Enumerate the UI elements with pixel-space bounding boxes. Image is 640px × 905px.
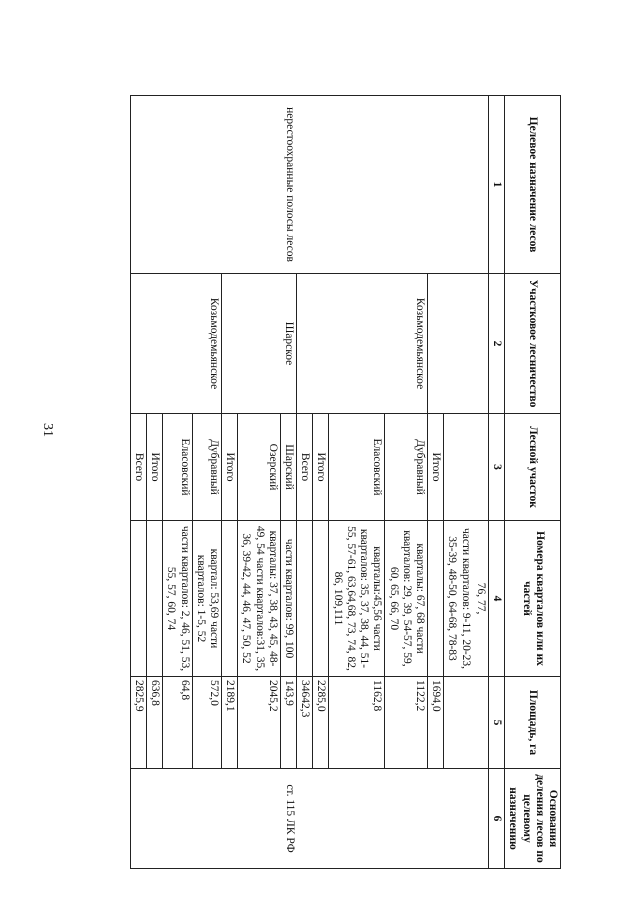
plot-cell: Итого	[313, 414, 329, 521]
quarters-cell: части кварталов: 2, 46, 51, 53, 55, 57, 60, 74	[163, 521, 192, 677]
table-number-row	[488, 96, 504, 869]
empty-cell	[221, 274, 237, 414]
table-row	[163, 96, 192, 869]
empty-cell	[238, 769, 281, 869]
header-quarters: Номера кварталов или их частей	[505, 521, 561, 677]
empty-cell	[313, 274, 329, 414]
plot-cell: Итого	[221, 414, 237, 521]
quarters-cell: квартал: 53,69 части кварталов: 1-5, 52	[192, 521, 221, 677]
table-row	[313, 96, 329, 869]
header-plot: Лесной участок	[505, 414, 561, 521]
empty-cell	[444, 274, 473, 414]
forestry-cell: Шарское	[280, 274, 296, 414]
area-cell: 2825,9	[130, 677, 146, 769]
header-forestry: Участковое лесничество	[505, 274, 561, 414]
empty-cell	[473, 769, 489, 869]
table-row	[297, 96, 313, 869]
table-row	[329, 96, 385, 869]
area-cell: 1694,0	[428, 677, 444, 769]
plot-cell: Дубравный	[192, 414, 221, 521]
table-row	[221, 96, 237, 869]
empty-cell	[385, 96, 428, 274]
table-row	[146, 96, 162, 869]
plot-cell: Всего	[130, 414, 146, 521]
column-number: 6	[488, 769, 504, 869]
plot-cell: Всего	[297, 414, 313, 521]
plot-cell: Еласовский	[163, 414, 192, 521]
table-row	[473, 96, 489, 869]
column-number: 4	[488, 521, 504, 677]
empty-cell	[130, 769, 146, 869]
purpose-cell: нерестоохранные полосы лесов	[280, 96, 296, 274]
quarters-cell: части кварталов: 9-11, 20-23, 35-39, 48-50, 64-68, 78-83	[444, 521, 473, 677]
forest-purpose-table	[130, 95, 561, 869]
plot-cell: Итого	[428, 414, 444, 521]
empty-cell	[163, 96, 192, 274]
area-cell: 2189,1	[221, 677, 237, 769]
plot-cell: Еласовский	[329, 414, 385, 521]
table-row	[192, 96, 221, 869]
plot-cell: Дубравный	[385, 414, 428, 521]
table-row	[428, 96, 444, 869]
empty-cell	[146, 96, 162, 274]
empty-cell	[221, 96, 237, 274]
empty-cell	[297, 274, 313, 414]
empty-cell	[428, 274, 444, 414]
area-cell: 64,8	[163, 677, 192, 769]
empty-cell	[313, 769, 329, 869]
area-cell: 1162,8	[329, 677, 385, 769]
empty-cell	[329, 96, 385, 274]
quarters-cell	[221, 521, 237, 677]
area-cell: 2285,0	[313, 677, 329, 769]
empty-cell	[313, 96, 329, 274]
table-row	[280, 96, 296, 869]
table-row	[130, 96, 146, 869]
empty-cell	[238, 96, 281, 274]
empty-cell	[297, 96, 313, 274]
column-number: 3	[488, 414, 504, 521]
empty-cell	[130, 274, 146, 414]
empty-cell	[192, 769, 221, 869]
quarters-cell: кварталы: 37, 38, 43, 45, 48-49, 54 части кварталов:31, 35, 36, 39-42, 44, 46, 47, 50, 52	[238, 521, 281, 677]
plot-cell: Шарский	[280, 414, 296, 521]
header-area: Площадь, га	[505, 677, 561, 769]
quarters-cell: кварталы:45,56 части кварталов: 35, 37, 38, 44, 51-55, 57-61, 63,64,68, 73, 74, 82, 86, 109,111	[329, 521, 385, 677]
empty-cell	[473, 677, 489, 769]
area-cell: 143,9	[280, 677, 296, 769]
column-number: 2	[488, 274, 504, 414]
empty-cell	[385, 769, 428, 869]
area-cell: 34642,3	[297, 677, 313, 769]
empty-cell	[444, 769, 473, 869]
area-cell: 2045,2	[238, 677, 281, 769]
empty-cell	[297, 769, 313, 869]
empty-cell	[221, 769, 237, 869]
quarters-cell	[313, 521, 329, 677]
empty-cell	[329, 769, 385, 869]
header-purpose: Целевое назначение лесов	[505, 96, 561, 274]
table-row	[238, 96, 281, 869]
empty-cell	[238, 274, 281, 414]
empty-cell	[473, 274, 489, 414]
plot-cell: Итого	[146, 414, 162, 521]
empty-cell	[444, 96, 473, 274]
quarters-cell	[297, 521, 313, 677]
quarters-cell: кварталы: 67, 68 части кварталов: 29, 39, 54-57, 59, 60, 65, 66, 70	[385, 521, 428, 677]
table-header-row	[505, 96, 561, 869]
empty-cell	[146, 274, 162, 414]
empty-cell	[163, 274, 192, 414]
quarters-cell	[428, 521, 444, 677]
empty-cell	[444, 414, 473, 521]
table-row	[444, 96, 473, 869]
column-number: 5	[488, 677, 504, 769]
empty-cell	[444, 677, 473, 769]
forestry-cell: Козьмодемьянское	[192, 274, 221, 414]
column-number: 1	[488, 96, 504, 274]
quarters-cell	[130, 521, 146, 677]
empty-cell	[130, 96, 146, 274]
empty-cell	[146, 769, 162, 869]
empty-cell	[428, 769, 444, 869]
quarters-cell: 76, 77,	[473, 521, 489, 677]
empty-cell	[329, 274, 385, 414]
page-number: 31	[40, 423, 55, 437]
quarters-cell	[146, 521, 162, 677]
empty-cell	[473, 96, 489, 274]
basis-cell: ст. 115 ЛК РФ	[280, 769, 296, 869]
forestry-cell: Козьмодемьянское	[385, 274, 428, 414]
area-cell: 1122,2	[385, 677, 428, 769]
header-basis: Основания деления лесов по целевому назначению	[505, 769, 561, 869]
empty-cell	[163, 769, 192, 869]
empty-cell	[473, 414, 489, 521]
empty-cell	[192, 96, 221, 274]
plot-cell: Озерский	[238, 414, 281, 521]
area-cell: 572,0	[192, 677, 221, 769]
area-cell: 636,8	[146, 677, 162, 769]
table-row	[385, 96, 428, 869]
quarters-cell: части кварталов: 99, 100	[280, 521, 296, 677]
empty-cell	[428, 96, 444, 274]
